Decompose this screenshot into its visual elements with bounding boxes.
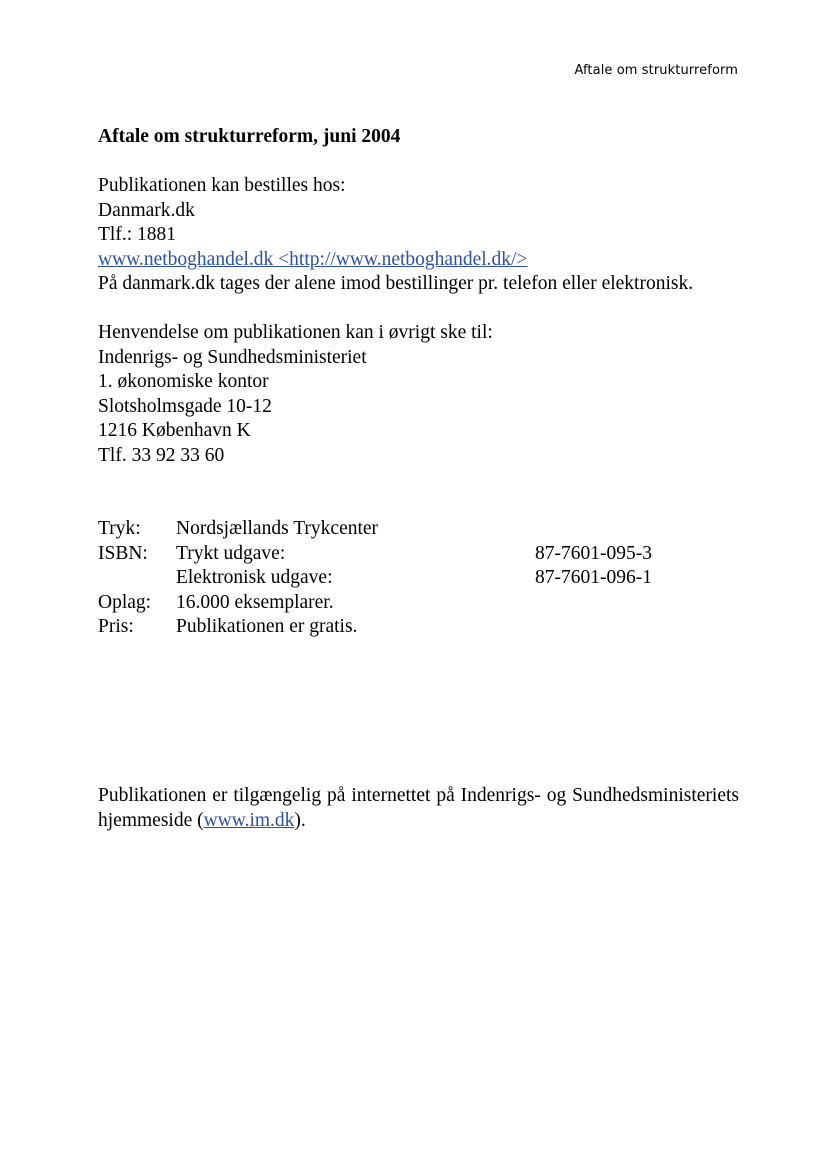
- im-dk-link[interactable]: www.im.dk: [203, 809, 295, 831]
- spec-row-isbn-electronic: [98, 566, 652, 591]
- document-title: Aftale om strukturreform, juni 2004: [98, 126, 401, 147]
- ordering-phone: Tlf.: 1881: [98, 224, 176, 245]
- netboghandel-link[interactable]: www.netboghandel.dk <http://www.netboghandel.dk/>: [98, 248, 528, 270]
- spec-value-isbn-print: 87-7601-095-3: [535, 542, 652, 564]
- availability-paragraph: [98, 784, 739, 833]
- spec-value-isbn-electronic: 87-7601-096-1: [535, 567, 652, 588]
- ordering-vendor: Danmark.dk: [98, 199, 195, 221]
- contact-city: 1216 København K: [98, 420, 251, 441]
- spec-row-print: [98, 517, 652, 542]
- contact-ministry: Indenrigs- og Sundhedsministeriet: [98, 346, 367, 368]
- spec-label-run: Oplag:: [98, 591, 152, 613]
- contact-phone: Tlf. 33 92 33 60: [98, 444, 225, 466]
- spec-label-isbn: ISBN:: [98, 542, 148, 564]
- ordering-note: På danmark.dk tages der alene imod bestillinger pr. telefon eller elektronisk.: [98, 273, 694, 294]
- contact-street: Slotsholmsgade 10-12: [98, 395, 272, 417]
- spec-value-print: Nordsjællands Trykcenter: [176, 518, 379, 539]
- spec-row-price: [98, 615, 652, 640]
- availability-text-end: ).: [294, 809, 306, 831]
- spec-row-isbn-print: [98, 542, 652, 567]
- spec-row-run: [98, 591, 652, 616]
- document-body: [98, 125, 743, 640]
- running-header: Aftale om strukturreform: [574, 63, 738, 78]
- spec-label-print: Tryk:: [98, 518, 141, 539]
- contact-office: 1. økonomiske kontor: [98, 371, 269, 392]
- spec-value-price: Publikationen er gratis.: [176, 616, 358, 637]
- availability-text: Publikationen er tilgængelig på internettet på Indenrigs- og Sundhedsministeriets hjemmeside (: [98, 785, 739, 831]
- contact-block: [98, 321, 743, 468]
- ordering-block: [98, 174, 743, 297]
- publication-specs: [98, 517, 652, 640]
- contact-intro: Henvendelse om publikationen kan i øvrigt ske til:: [98, 322, 493, 343]
- spec-value-run: 16.000 eksemplarer.: [176, 591, 334, 613]
- spec-label-isbn-electronic: Elektronisk udgave:: [176, 567, 333, 588]
- ordering-intro: Publikationen kan bestilles hos:: [98, 175, 346, 196]
- spec-label-price: Pris:: [98, 616, 134, 637]
- spec-label-isbn-print: Trykt udgave:: [176, 542, 286, 564]
